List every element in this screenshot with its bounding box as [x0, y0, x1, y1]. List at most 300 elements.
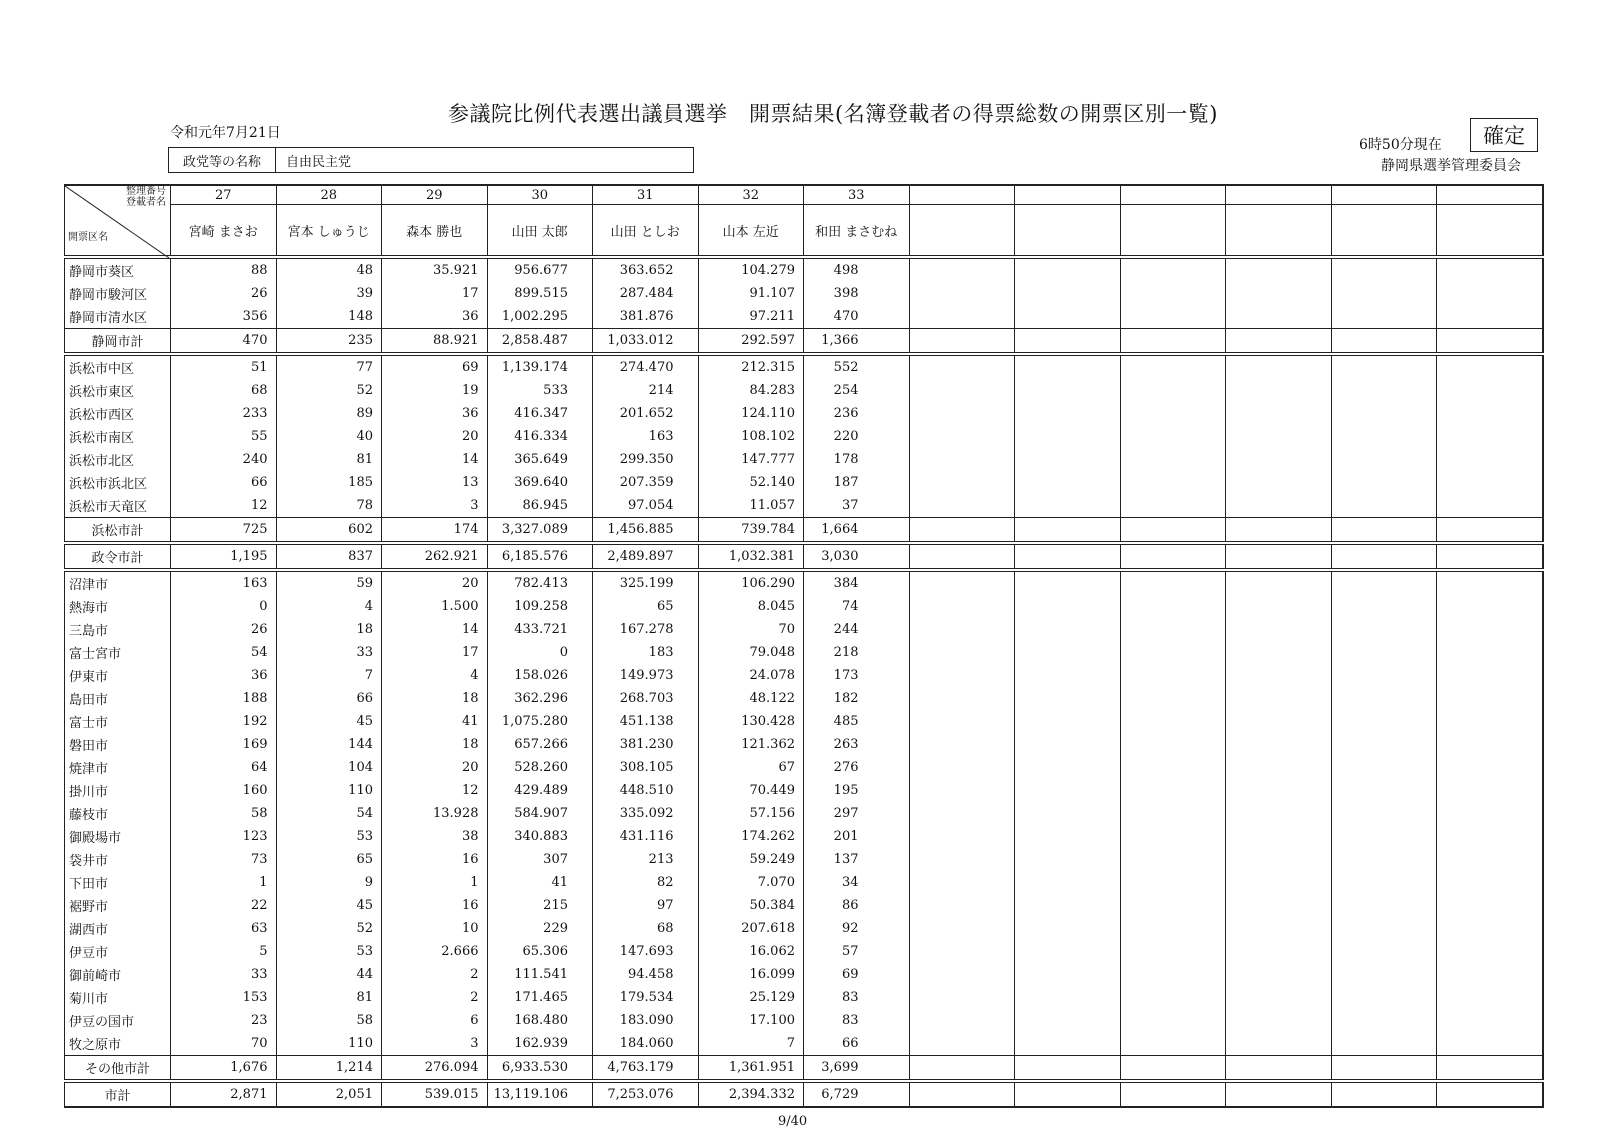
vote-count: 26	[171, 618, 277, 641]
empty-cell	[909, 471, 1015, 494]
committee-name: 静岡県選挙管理委員会	[1381, 158, 1521, 174]
district-name: 浜松市浜北区	[65, 471, 171, 494]
vote-count: 262.921	[382, 543, 488, 570]
district-name: 浜松市天竜区	[65, 494, 171, 518]
table-row	[65, 354, 1544, 379]
vote-count: 1,366	[804, 329, 910, 355]
empty-cell	[1226, 894, 1332, 917]
empty-cell	[1437, 802, 1543, 825]
vote-count: 110	[276, 779, 382, 802]
empty-cell	[1226, 543, 1332, 570]
empty-cell	[1015, 618, 1121, 641]
vote-count: 59	[276, 570, 382, 595]
vote-count: 110	[276, 1032, 382, 1056]
empty-cell	[1015, 402, 1121, 425]
empty-cell	[1331, 543, 1437, 570]
vote-count: 448.510	[593, 779, 699, 802]
vote-count: 65	[276, 848, 382, 871]
corner-bottom-label: 開票区名	[68, 232, 108, 243]
vote-count: 88.921	[382, 329, 488, 355]
empty-cell	[1437, 848, 1543, 871]
vote-count: 292.597	[698, 329, 804, 355]
empty-cell	[1542, 185, 1543, 205]
candidate-name: 山田 としお	[593, 205, 699, 258]
vote-count: 0	[487, 641, 593, 664]
vote-count: 1,361.951	[698, 1056, 804, 1082]
table-row	[65, 756, 1544, 779]
empty-cell	[1542, 379, 1543, 402]
district-name: 静岡市清水区	[65, 305, 171, 329]
empty-cell	[909, 570, 1015, 595]
empty-cell	[1226, 282, 1332, 305]
document-title: 参議院比例代表選出議員選挙 開票結果(名簿登載者の得票総数の開票区別一覧)	[448, 102, 1218, 126]
vote-count: 162.939	[487, 1032, 593, 1056]
vote-count: 308.105	[593, 756, 699, 779]
district-name: 市計	[65, 1081, 171, 1107]
vote-count: 1,033.012	[593, 329, 699, 355]
empty-cell	[1226, 1081, 1332, 1107]
empty-cell	[1015, 448, 1121, 471]
district-name: 湖西市	[65, 917, 171, 940]
empty-cell	[1226, 664, 1332, 687]
empty-cell	[1120, 733, 1226, 756]
empty-cell	[1015, 779, 1121, 802]
party-name: 自由民主党	[286, 154, 352, 170]
empty-cell	[909, 205, 1015, 258]
election-date: 令和元年7月21日	[170, 125, 281, 141]
empty-cell	[1015, 570, 1121, 595]
vote-count: 89	[276, 402, 382, 425]
empty-cell	[909, 425, 1015, 448]
vote-count: 7,253.076	[593, 1081, 699, 1107]
empty-cell	[1542, 986, 1543, 1009]
empty-cell	[1542, 710, 1543, 733]
candidate-number: 29	[382, 185, 488, 205]
vote-count: 539.015	[382, 1081, 488, 1107]
table-row	[65, 871, 1544, 894]
vote-count: 163	[593, 425, 699, 448]
empty-cell	[1542, 282, 1543, 305]
empty-cell	[1331, 986, 1437, 1009]
empty-cell	[1542, 595, 1543, 618]
empty-cell	[1437, 917, 1543, 940]
empty-cell	[1120, 543, 1226, 570]
empty-cell	[1015, 185, 1121, 205]
district-name: 三島市	[65, 618, 171, 641]
table-row	[65, 257, 1544, 282]
vote-count: 13.928	[382, 802, 488, 825]
empty-cell	[1542, 425, 1543, 448]
vote-count: 3	[382, 1032, 488, 1056]
empty-cell	[1437, 756, 1543, 779]
vote-count: 66	[276, 687, 382, 710]
empty-cell	[1015, 354, 1121, 379]
vote-count: 470	[804, 305, 910, 329]
empty-cell	[1120, 570, 1226, 595]
empty-cell	[1120, 825, 1226, 848]
vote-count: 20	[382, 570, 488, 595]
table-row	[65, 1032, 1544, 1056]
empty-cell	[1542, 848, 1543, 871]
vote-count: 53	[276, 940, 382, 963]
district-name: 静岡市葵区	[65, 257, 171, 282]
total-row	[65, 543, 1544, 570]
district-name: 静岡市駿河区	[65, 282, 171, 305]
empty-cell	[909, 1056, 1015, 1082]
empty-cell	[1226, 963, 1332, 986]
vote-count: 97.211	[698, 305, 804, 329]
district-name: 焼津市	[65, 756, 171, 779]
candidate-number: 31	[593, 185, 699, 205]
empty-cell	[1015, 518, 1121, 544]
district-name: 浜松市中区	[65, 354, 171, 379]
empty-cell	[1120, 940, 1226, 963]
vote-count: 13,119.106	[487, 1081, 593, 1107]
district-name: 浜松市北区	[65, 448, 171, 471]
empty-cell	[1015, 963, 1121, 986]
vote-count: 111.541	[487, 963, 593, 986]
vote-count: 14	[382, 448, 488, 471]
table-row	[65, 379, 1544, 402]
empty-cell	[1542, 825, 1543, 848]
empty-cell	[1331, 756, 1437, 779]
vote-count: 183	[593, 641, 699, 664]
district-name: 富士市	[65, 710, 171, 733]
district-name: 菊川市	[65, 986, 171, 1009]
vote-count: 1,002.295	[487, 305, 593, 329]
empty-cell	[1015, 305, 1121, 329]
vote-count: 416.334	[487, 425, 593, 448]
vote-count: 84.283	[698, 379, 804, 402]
empty-cell	[1542, 917, 1543, 940]
candidate-name: 森本 勝也	[382, 205, 488, 258]
vote-count: 363.652	[593, 257, 699, 282]
empty-cell	[909, 543, 1015, 570]
vote-count: 158.026	[487, 664, 593, 687]
vote-count: 5	[171, 940, 277, 963]
district-name: 伊豆市	[65, 940, 171, 963]
results-table	[64, 184, 1544, 1108]
vote-count: 178	[804, 448, 910, 471]
empty-cell	[1331, 963, 1437, 986]
vote-count: 533	[487, 379, 593, 402]
vote-count: 68	[593, 917, 699, 940]
total-row	[65, 1056, 1544, 1082]
vote-count: 153	[171, 986, 277, 1009]
empty-cell	[1120, 641, 1226, 664]
district-name: 富士宮市	[65, 641, 171, 664]
vote-count: 13	[382, 471, 488, 494]
empty-cell	[1120, 664, 1226, 687]
vote-count: 381.876	[593, 305, 699, 329]
vote-count: 340.883	[487, 825, 593, 848]
empty-cell	[1226, 618, 1332, 641]
corner-top-label: 整理番号 登載者名	[126, 186, 166, 208]
vote-count: 214	[593, 379, 699, 402]
vote-count: 88	[171, 257, 277, 282]
vote-count: 212.315	[698, 354, 804, 379]
table-row	[65, 687, 1544, 710]
empty-cell	[1120, 894, 1226, 917]
empty-cell	[1120, 917, 1226, 940]
empty-cell	[1120, 425, 1226, 448]
final-stamp: 確定	[1470, 118, 1538, 152]
vote-count: 201.652	[593, 402, 699, 425]
vote-count: 41	[487, 871, 593, 894]
vote-count: 14	[382, 618, 488, 641]
table-row	[65, 494, 1544, 518]
empty-cell	[1542, 305, 1543, 329]
vote-count: 171.465	[487, 986, 593, 1009]
empty-cell	[1015, 687, 1121, 710]
vote-count: 433.721	[487, 618, 593, 641]
vote-count: 92	[804, 917, 910, 940]
district-name: 浜松市計	[65, 518, 171, 544]
table-row	[65, 570, 1544, 595]
vote-count: 584.907	[487, 802, 593, 825]
vote-count: 182	[804, 687, 910, 710]
vote-count: 3,030	[804, 543, 910, 570]
empty-cell	[1437, 710, 1543, 733]
vote-count: 195	[804, 779, 910, 802]
empty-cell	[1120, 402, 1226, 425]
district-name: 熱海市	[65, 595, 171, 618]
empty-cell	[1437, 402, 1543, 425]
empty-cell	[1331, 733, 1437, 756]
empty-cell	[1226, 257, 1332, 282]
empty-cell	[909, 257, 1015, 282]
empty-cell	[1015, 425, 1121, 448]
vote-count: 77	[276, 354, 382, 379]
empty-cell	[1331, 595, 1437, 618]
vote-count: 82	[593, 871, 699, 894]
vote-count: 39	[276, 282, 382, 305]
empty-cell	[1331, 329, 1437, 355]
vote-count: 602	[276, 518, 382, 544]
district-name: 静岡市計	[65, 329, 171, 355]
vote-count: 276	[804, 756, 910, 779]
empty-cell	[909, 940, 1015, 963]
empty-cell	[1226, 802, 1332, 825]
vote-count: 65	[593, 595, 699, 618]
empty-cell	[1331, 494, 1437, 518]
empty-cell	[1226, 354, 1332, 379]
empty-cell	[1331, 618, 1437, 641]
vote-count: 130.428	[698, 710, 804, 733]
empty-cell	[909, 379, 1015, 402]
empty-cell	[1331, 940, 1437, 963]
empty-cell	[1437, 871, 1543, 894]
vote-count: 36	[171, 664, 277, 687]
empty-cell	[1331, 448, 1437, 471]
empty-cell	[1015, 494, 1121, 518]
district-name: その他市計	[65, 1056, 171, 1082]
vote-count: 362.296	[487, 687, 593, 710]
district-name: 藤枝市	[65, 802, 171, 825]
empty-cell	[1226, 917, 1332, 940]
total-row	[65, 518, 1544, 544]
vote-count: 54	[276, 802, 382, 825]
vote-count: 81	[276, 986, 382, 1009]
empty-cell	[1120, 1056, 1226, 1082]
vote-count: 160	[171, 779, 277, 802]
vote-count: 36	[382, 305, 488, 329]
vote-count: 4	[276, 595, 382, 618]
empty-cell	[909, 710, 1015, 733]
candidate-number: 27	[171, 185, 277, 205]
vote-count: 6	[382, 1009, 488, 1032]
empty-cell	[1542, 779, 1543, 802]
empty-cell	[1331, 894, 1437, 917]
empty-cell	[1542, 664, 1543, 687]
vote-count: 12	[171, 494, 277, 518]
vote-count: 68	[171, 379, 277, 402]
empty-cell	[909, 618, 1015, 641]
vote-count: 297	[804, 802, 910, 825]
vote-count: 104.279	[698, 257, 804, 282]
empty-cell	[1437, 1081, 1543, 1107]
empty-cell	[1226, 940, 1332, 963]
vote-count: 429.489	[487, 779, 593, 802]
candidate-number: 30	[487, 185, 593, 205]
vote-count: 83	[804, 986, 910, 1009]
vote-count: 97	[593, 894, 699, 917]
empty-cell	[909, 825, 1015, 848]
empty-cell	[1226, 305, 1332, 329]
empty-cell	[1331, 802, 1437, 825]
vote-count: 2	[382, 986, 488, 1009]
table-row	[65, 802, 1544, 825]
vote-count: 725	[171, 518, 277, 544]
empty-cell	[909, 282, 1015, 305]
empty-cell	[1226, 825, 1332, 848]
vote-count: 365.649	[487, 448, 593, 471]
empty-cell	[1437, 305, 1543, 329]
candidate-name: 山本 左近	[698, 205, 804, 258]
empty-cell	[1542, 687, 1543, 710]
vote-count: 173	[804, 664, 910, 687]
empty-cell	[1015, 329, 1121, 355]
vote-count: 22	[171, 894, 277, 917]
empty-cell	[909, 687, 1015, 710]
empty-cell	[909, 185, 1015, 205]
empty-cell	[1542, 518, 1543, 544]
vote-count: 4	[382, 664, 488, 687]
empty-cell	[1226, 1009, 1332, 1032]
vote-count: 18	[382, 687, 488, 710]
empty-cell	[1542, 1056, 1543, 1082]
vote-count: 201	[804, 825, 910, 848]
candidate-name: 和田 まさむね	[804, 205, 910, 258]
empty-cell	[1437, 1056, 1543, 1082]
empty-cell	[1015, 664, 1121, 687]
vote-count: 384	[804, 570, 910, 595]
vote-count: 74	[804, 595, 910, 618]
empty-cell	[1226, 871, 1332, 894]
empty-cell	[1437, 282, 1543, 305]
vote-count: 179.534	[593, 986, 699, 1009]
empty-cell	[1331, 641, 1437, 664]
vote-count: 33	[276, 641, 382, 664]
vote-count: 41	[382, 710, 488, 733]
empty-cell	[1437, 471, 1543, 494]
district-name: 浜松市西区	[65, 402, 171, 425]
empty-cell	[1226, 425, 1332, 448]
empty-cell	[1542, 402, 1543, 425]
vote-count: 263	[804, 733, 910, 756]
vote-count: 106.290	[698, 570, 804, 595]
district-name: 下田市	[65, 871, 171, 894]
empty-cell	[1542, 871, 1543, 894]
empty-cell	[1331, 664, 1437, 687]
vote-count: 91.107	[698, 282, 804, 305]
empty-cell	[1331, 825, 1437, 848]
table-row	[65, 425, 1544, 448]
empty-cell	[1015, 917, 1121, 940]
district-name: 沼津市	[65, 570, 171, 595]
vote-count: 16.099	[698, 963, 804, 986]
table-row	[65, 664, 1544, 687]
vote-count: 485	[804, 710, 910, 733]
table-row	[65, 940, 1544, 963]
vote-count: 11.057	[698, 494, 804, 518]
vote-count: 55	[171, 425, 277, 448]
table-row	[65, 618, 1544, 641]
vote-count: 2,051	[276, 1081, 382, 1107]
empty-cell	[1437, 185, 1543, 205]
total-row	[65, 329, 1544, 355]
empty-cell	[1120, 871, 1226, 894]
empty-cell	[1542, 1081, 1543, 1107]
empty-cell	[1226, 1032, 1332, 1056]
empty-cell	[1542, 802, 1543, 825]
empty-cell	[1120, 1081, 1226, 1107]
empty-cell	[1542, 641, 1543, 664]
empty-cell	[1120, 848, 1226, 871]
empty-cell	[1120, 1032, 1226, 1056]
table-row	[65, 894, 1544, 917]
empty-cell	[1015, 825, 1121, 848]
empty-cell	[1226, 756, 1332, 779]
empty-cell	[1120, 687, 1226, 710]
district-name: 磐田市	[65, 733, 171, 756]
vote-count: 20	[382, 425, 488, 448]
vote-count: 163	[171, 570, 277, 595]
vote-count: 6,185.576	[487, 543, 593, 570]
empty-cell	[1542, 494, 1543, 518]
empty-cell	[1331, 1056, 1437, 1082]
empty-cell	[909, 848, 1015, 871]
vote-count: 7.070	[698, 871, 804, 894]
vote-count: 451.138	[593, 710, 699, 733]
empty-cell	[1226, 494, 1332, 518]
vote-count: 782.413	[487, 570, 593, 595]
empty-cell	[1437, 425, 1543, 448]
empty-cell	[1120, 354, 1226, 379]
vote-count: 431.116	[593, 825, 699, 848]
vote-count: 45	[276, 710, 382, 733]
table-row	[65, 282, 1544, 305]
vote-count: 121.362	[698, 733, 804, 756]
empty-cell	[909, 305, 1015, 329]
empty-cell	[1542, 894, 1543, 917]
vote-count: 213	[593, 848, 699, 871]
empty-cell	[1226, 185, 1332, 205]
table-row	[65, 917, 1544, 940]
vote-count: 86.945	[487, 494, 593, 518]
vote-count: 52	[276, 917, 382, 940]
empty-cell	[1120, 756, 1226, 779]
